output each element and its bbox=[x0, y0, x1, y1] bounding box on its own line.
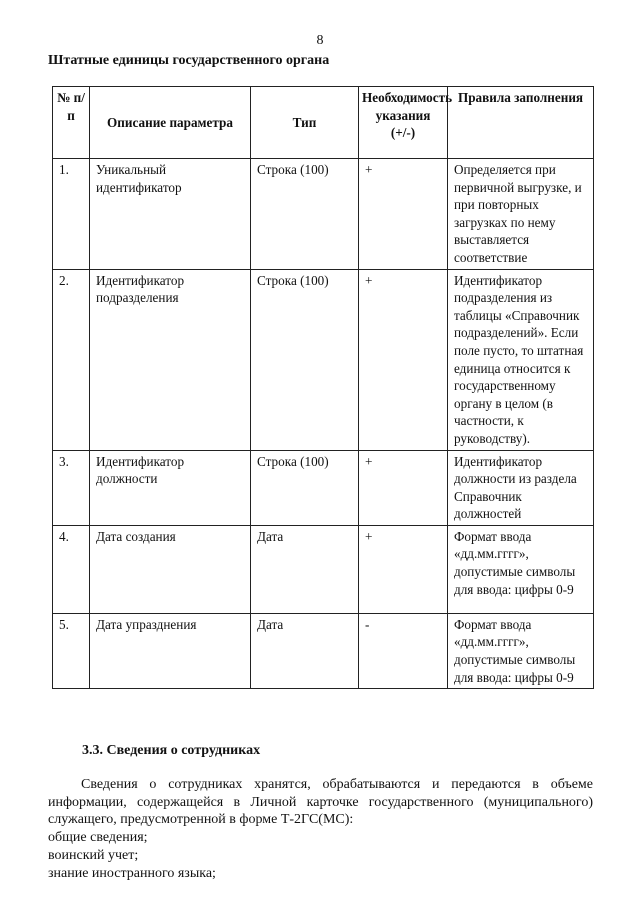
cell-rules: Идентификатор подразделения из таблицы «Справочник подразделений». Если поле пусто, то штатная единица относится к государственному органу в целом (в частности, к руководству). bbox=[448, 269, 594, 450]
header-rules: Правила заполнения bbox=[448, 87, 594, 159]
cell-necessity: + bbox=[359, 525, 448, 613]
cell-num: 4. bbox=[53, 525, 90, 613]
cell-description: Дата упразднения bbox=[90, 613, 251, 688]
section-heading: 3.3. Сведения о сотрудниках bbox=[82, 743, 261, 758]
cell-necessity: + bbox=[359, 159, 448, 270]
header-description: Описание параметра bbox=[90, 87, 251, 159]
list-item: знание иностранного языка; bbox=[48, 866, 216, 881]
cell-rules: Формат ввода «дд.мм.гггг», допустимые символы для ввода: цифры 0-9 bbox=[448, 525, 594, 613]
cell-type: Дата bbox=[251, 525, 359, 613]
header-necessity: Необходимость указания (+/-) bbox=[359, 87, 448, 159]
table-row bbox=[53, 269, 594, 450]
table-row bbox=[53, 450, 594, 525]
paragraph-text: Сведения о сотрудниках хранятся, обрабатываются и передаются в объеме информации, содержащейся в Личной карточке государственного (муниципального) служащего, предусмотренной в форме Т-2ГС(МС): bbox=[48, 777, 593, 827]
section-paragraph bbox=[48, 776, 593, 829]
cell-rules: Определяется при первичной выгрузке, и при повторных загрузках по нему выставляется соответствие bbox=[448, 159, 594, 270]
cell-type: Строка (100) bbox=[251, 159, 359, 270]
cell-num: 2. bbox=[53, 269, 90, 450]
cell-description: Идентификатор должности bbox=[90, 450, 251, 525]
parameters-table bbox=[52, 86, 594, 689]
cell-description: Уникальный идентификатор bbox=[90, 159, 251, 270]
table-header-row bbox=[53, 87, 594, 159]
list-item: воинский учет; bbox=[48, 848, 139, 863]
cell-description: Дата создания bbox=[90, 525, 251, 613]
page-number: 8 bbox=[316, 33, 324, 48]
table-row bbox=[53, 159, 594, 270]
cell-rules: Формат ввода «дд.мм.гггг», допустимые символы для ввода: цифры 0-9 bbox=[448, 613, 594, 688]
cell-num: 1. bbox=[53, 159, 90, 270]
header-type: Тип bbox=[251, 87, 359, 159]
list-item: общие сведения; bbox=[48, 830, 148, 845]
table-row bbox=[53, 525, 594, 613]
cell-rules: Идентификатор должности из раздела Справочник должностей bbox=[448, 450, 594, 525]
table-row bbox=[53, 613, 594, 688]
cell-type: Строка (100) bbox=[251, 269, 359, 450]
table-title: Штатные единицы государственного органа bbox=[48, 53, 330, 68]
cell-necessity: + bbox=[359, 450, 448, 525]
cell-num: 3. bbox=[53, 450, 90, 525]
cell-type: Дата bbox=[251, 613, 359, 688]
header-num: № п/п bbox=[53, 87, 90, 159]
cell-description: Идентификатор подразделения bbox=[90, 269, 251, 450]
cell-num: 5. bbox=[53, 613, 90, 688]
cell-necessity: + bbox=[359, 269, 448, 450]
cell-type: Строка (100) bbox=[251, 450, 359, 525]
cell-necessity: - bbox=[359, 613, 448, 688]
